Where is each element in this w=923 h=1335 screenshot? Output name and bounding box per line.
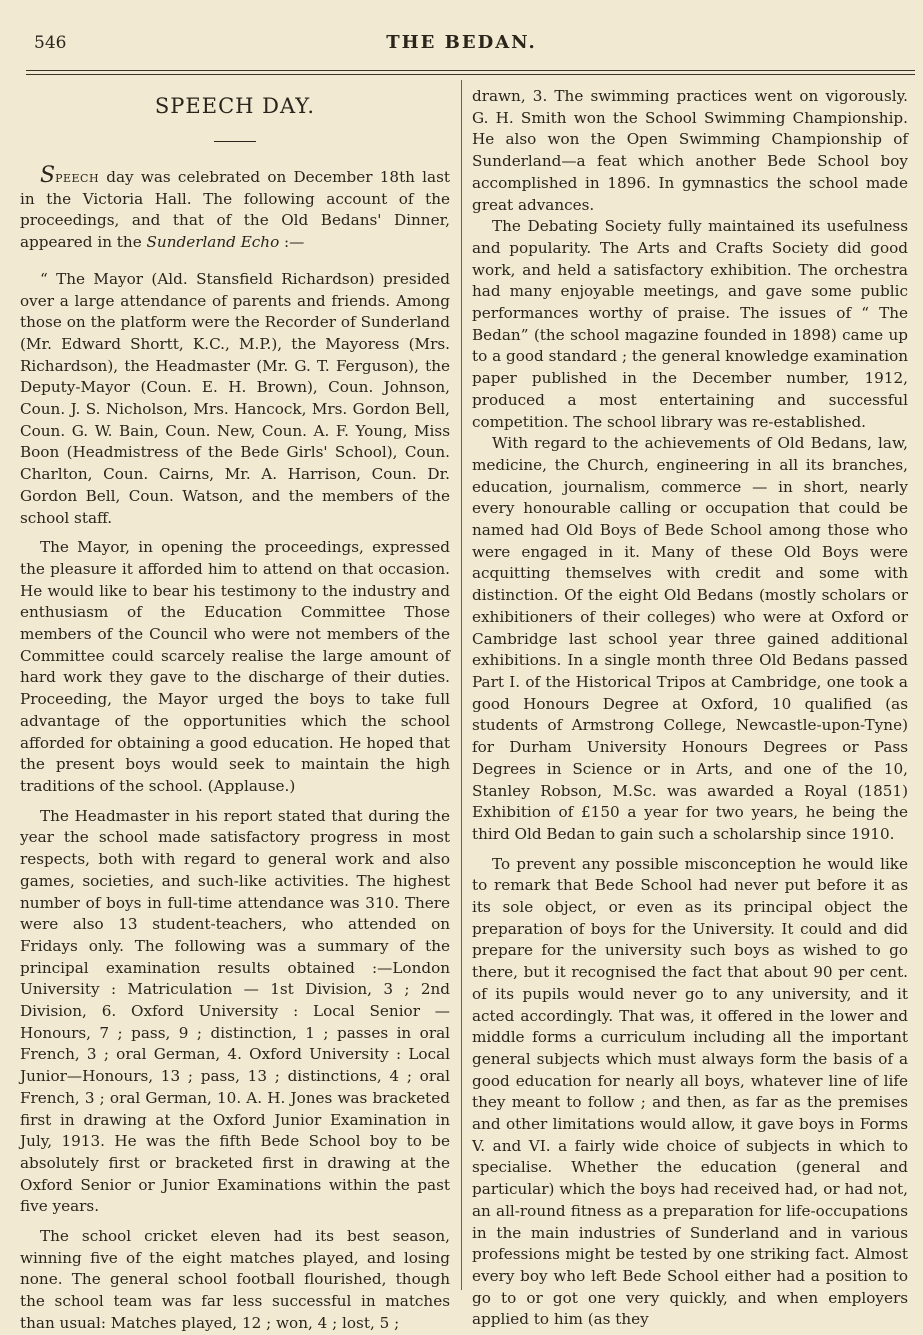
header-rule (26, 70, 915, 75)
article-title: SPEECH DAY. (154, 94, 316, 118)
left-column (20, 86, 450, 1335)
intro-text: day was celebrated on December 18th last in the Victoria Hall. The following account of the proceedings, and that of the Old Bedans' Dinner, appeared in the (20, 168, 450, 252)
paragraph: The Debating Society fully maintained its usefulness and popularity. The Arts and Crafts Society did good work, and held a satisfactory exhibition. The orchestra had many enjoyable meetings, and gave some public performances worthy of praise. The issues of “ The Bedan” (the school magazine founded in 1898) came up to a good standard ; the general knowledge examination paper published in the December number, 1912, produced a most entertaining and successful competition. The school library was re-established. (472, 217, 908, 431)
title-rule (214, 141, 256, 142)
running-title: THE BEDAN. (386, 32, 537, 53)
paragraph: With regard to the achievements of Old Bedans, law, medicine, the Church, engineering in all its branches, education, journalism, commerce — in short, nearly every honourable calling or occupation that could be named had Old Boys of Bede School among those who were engaged in it. Many of these Old Boys were acquitting themselves with credit and some with distinction. Of the eight Old Bedans (mostly scholars or exhibitioners of their colleges) who were at Oxford or Cambridge last school year three gained additional exhibitions. In a single month three Old Bedans passed Part I. of the Historical Tripos at Cambridge, one took a good Honours Degree at Oxford, 10 qualified (as students of Armstrong College, Newcastle-upon-Tyne) for Durham University Honours Degrees or Pass Degrees in Science or in Arts, and one of the 10, Stanley Robson, M.Sc. was awarded a Royal (1851) Exhibition of £150 a year for two years, he being the third Old Bedan to gain such a scholarship since 1910. (472, 434, 908, 843)
column-divider (461, 80, 462, 1290)
right-column (472, 86, 908, 1331)
drop-cap: S (40, 163, 56, 188)
intro-smallcaps: peech (55, 168, 100, 186)
intro-paragraph (20, 165, 450, 254)
paragraph: drawn, 3. The swimming practices went on vigorously. G. H. Smith won the School Swimming Championship. He also won the Open Swimming Championship of Sunderland—a feat which another Bede School boy accomplished in 1896. In gymnastics the school made great advances. (472, 87, 908, 214)
page-number: 546 (34, 33, 67, 53)
paragraph: “ The Mayor (Ald. Stansfield Richardson) presided over a large attendance of parents and friends. Among those on the platform were the Recorder of Sunderland (Mr. Edward Shortt, K.C., M.P.), the Mayoress (Mrs. Richardson), the Headmaster (Mr. G. T. Ferguson), the Deputy-Mayor (Coun. E. H. Brown), Coun. Johnson, Coun. J. S. Nicholson, Mrs. Hancock, Mrs. Gordon Bell, Coun. G. W. Bain, Coun. New, Coun. A. F. Young, Miss Boon (Headmistress of the Bede Girls' School), Coun. Charlton, Coun. Cairns, Mr. A. Harrison, Coun. Dr. Gordon Bell, Coun. Watson, and the members of the school staff. (20, 269, 450, 527)
intro-end: :— (279, 233, 305, 252)
intro-source: Sunderland Echo (146, 233, 280, 252)
paragraph: The Headmaster in his report stated that during the year the school made satisfactory progress in most respects, both with regard to general work and also games, societies, and such-like activities. The highest number of boys in full-time attendance was 310. There were also 13 student-teachers, who attended on Fridays only. The following was a summary of the principal examination results obtained :—London University : Matriculation — 1st Division, 3 ; 2nd Division, 6. Oxford University : Local Senior — Honours, 7 ; pass, 9 ; distinction, 1 ; passes in oral French, 3 ; oral German, 4. Oxford University : Local Junior—Honours, 13 ; pass, 13 ; distinctions, 4 ; oral French, 3 ; oral German, 10. A. H. Jones was bracketed first in drawing at the Oxford Junior Examination in July, 1913. He was the fifth Bede School boy to be absolutely first or bracketed first in drawing at the Oxford Senior or Junior Examinations within the past five years. (20, 806, 450, 1216)
paragraph: The school cricket eleven had its best season, winning five of the eight matches played, and losing none. The general school football flourished, though the school team was far less successful in matches than usual: Matches played, 12 ; won, 4 ; lost, 5 ; (20, 1227, 450, 1332)
paragraph: To prevent any possible misconception he would like to remark that Bede School had never put before it as its sole object, or even as its principal object the preparation of boys for the University. It could and did prepare for the university such boys as wished to go there, but it recognised the fact that about 90 per cent. of its pupils would never go to any university, and it acted accordingly. That was, it offered in the lower and middle forms a curriculum including all the important general subjects which must always form the basis of a good education for nearly all boys, whatever line of life they meant to follow ; and then, as far as the premises and other limitations would allow, it gave boys in Forms V. and VI. a fairly wide choice of subjects in which to specialise. Whether the education (general and particular) which the boys had received had, or had not, an all-round fitness as a preparation for life-occupations in the main industries of Sunderland and in various professions might be tested by one striking fact. Almost every boy who left Bede School either had a position to go to or got one very quickly, and when employers applied to him (as they (472, 854, 908, 1329)
paragraph: The Mayor, in opening the proceedings, expressed the pleasure it afforded him to attend on that occasion. He would like to bear his testimony to the industry and enthusiasm of the Education Committee Those members of the Council who were not members of the Committee could scarcely realise the large amount of hard work they gave to the discharge of their duties. Proceeding, the Mayor urged the boys to take full advantage of the opportunities which the school afforded for obtaining a good education. He hoped that the present boys would seek to maintain the high traditions of the school. (Applause.) (20, 538, 450, 795)
